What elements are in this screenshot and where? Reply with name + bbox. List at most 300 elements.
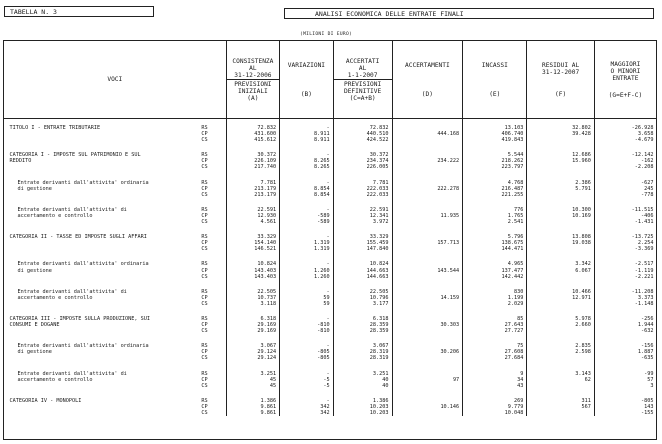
- cell-g-value: 3.373: [637, 294, 654, 301]
- cell-c: [333, 307, 392, 334]
- units-note: (MILIONI DI EURO): [300, 32, 353, 37]
- row-code-value: RS: [201, 206, 208, 213]
- cell-f: [527, 171, 594, 198]
- cell-g-value: 3: [650, 382, 654, 389]
- cell-e-value: 5.796: [507, 234, 524, 241]
- table-row: [4, 252, 657, 279]
- cell-e-value: 2.029: [507, 300, 524, 307]
- cell-b: [280, 143, 334, 170]
- cell-c-value: 3.972: [372, 219, 389, 226]
- cell-d: [392, 362, 463, 389]
- cell-c-value: 144.663: [366, 267, 389, 274]
- cell-c-value: 10.203: [369, 403, 389, 410]
- cell-f-value: 12.686: [572, 152, 591, 159]
- cell-c-value: 12.341: [369, 212, 389, 219]
- cell-d: [392, 198, 463, 225]
- cell-b: [280, 252, 334, 279]
- col-a-line1: CONSISTENZA: [232, 57, 274, 65]
- cell-a-value: 9.861: [260, 403, 277, 410]
- cell-e-value: 221.255: [501, 191, 524, 198]
- col-a-letter: (A): [247, 94, 259, 102]
- cell-c-value: 28.359: [369, 322, 389, 329]
- cell-a: [226, 307, 280, 334]
- cell-c-value: 155.459: [366, 240, 389, 247]
- cell-a-value: 213.179: [254, 191, 277, 198]
- cell-f-value: [527, 410, 590, 416]
- cell-g-value: -162: [641, 158, 654, 165]
- col-c-line3: 1-1-2007: [347, 71, 378, 79]
- cell-f-value: 3.143: [575, 370, 591, 377]
- cell-e-value: 27.643: [504, 322, 524, 329]
- voce-line: di gestione: [17, 185, 52, 192]
- cell-b-value: -: [326, 370, 330, 377]
- cell-g-value: -99: [644, 370, 654, 377]
- cell-e-value: 144.471: [501, 246, 524, 253]
- voce-line: accertamento e controllo: [17, 294, 93, 301]
- cell-c-value: 10.203: [369, 410, 389, 416]
- cell-c: [333, 119, 392, 144]
- cell-a: [226, 143, 280, 170]
- col-consistenza: [226, 41, 280, 119]
- cell-g-value: -1.148: [634, 300, 654, 307]
- row-code-value: RS: [201, 125, 208, 131]
- cell-a-value: 22.591: [257, 206, 277, 213]
- col-g-line3: ENTRATE: [612, 74, 639, 82]
- cell-g-value: 3.658: [637, 131, 654, 138]
- cell-e-value: 9.779: [507, 403, 524, 410]
- col-c-line2: AL: [358, 64, 367, 72]
- voce-line: Entrate derivanti dall'attivita' di: [17, 370, 127, 377]
- cell-f-value: 567: [581, 403, 591, 410]
- cell-b-value: -5: [323, 376, 330, 383]
- cell-b-value: -: [326, 234, 330, 241]
- row-code-value: CP: [201, 322, 208, 329]
- cell-e: [463, 225, 527, 252]
- cell-b-value: 8.911: [314, 137, 330, 144]
- cell-c-value: 144.663: [366, 273, 389, 280]
- row-code-value: RS: [201, 315, 208, 322]
- cell-g-value: -1.119: [634, 267, 654, 274]
- cell-c-value: 440.510: [366, 131, 389, 138]
- cell-a-value: 29.169: [257, 322, 277, 329]
- cell-b-value: 8.265: [314, 158, 330, 165]
- row-code-value: CP: [201, 267, 208, 274]
- cell-b: [280, 389, 334, 416]
- cell-f-value: 19.038: [572, 240, 591, 247]
- cell-b-value: -5: [323, 382, 330, 389]
- cell-g-value: -156: [641, 343, 654, 350]
- cell-a-value: 45: [269, 376, 277, 383]
- cell-b: [280, 119, 334, 144]
- cell-b: [280, 362, 334, 389]
- cell-f-value: 2.835: [575, 343, 591, 350]
- cell-f-value: 32.802: [572, 125, 591, 131]
- row-code-value: CS: [201, 328, 208, 335]
- table-body: [4, 119, 657, 417]
- cell-e-value: 85: [517, 315, 524, 322]
- cell-e: [463, 307, 527, 334]
- cell-f-value: 2.386: [575, 179, 591, 186]
- row-voce: [4, 171, 200, 198]
- cell-c-value: 226.005: [366, 164, 389, 171]
- cell-g-value: 2.254: [637, 240, 654, 247]
- cell-a-value: 10.737: [257, 294, 277, 301]
- row-code-value: RS: [201, 288, 208, 295]
- cell-b: [280, 171, 334, 198]
- cell-g-value: -632: [641, 328, 654, 335]
- cell-a: [226, 119, 280, 144]
- cell-e-value: 4.768: [507, 179, 524, 186]
- row-code: [199, 389, 226, 416]
- cell-c-value: 6.318: [372, 315, 389, 322]
- cell-a-value: 30.372: [257, 152, 277, 159]
- cell-d: [392, 389, 463, 416]
- cell-b-value: -: [326, 179, 330, 186]
- col-voci-label: VOCI: [107, 76, 123, 83]
- cell-e: [463, 119, 527, 144]
- voce-line: Entrate derivanti dall'attivita' ordinaria: [17, 343, 149, 350]
- cell-c-value: 10.796: [369, 294, 389, 301]
- cell-g-value: 1.887: [637, 349, 654, 356]
- cell-d-value: 10.146: [440, 403, 460, 410]
- row-code-value: CS: [201, 300, 208, 307]
- cell-a: [226, 198, 280, 225]
- cell-e: [463, 171, 527, 198]
- cell-d: [392, 143, 463, 170]
- cell-e: [463, 389, 527, 416]
- cell-d: [392, 280, 463, 307]
- table-row: [4, 119, 657, 144]
- row-code-value: CP: [201, 240, 208, 247]
- cell-b-value: -: [326, 397, 330, 404]
- cell-a-value: 6.318: [260, 315, 277, 322]
- cell-b: [280, 198, 334, 225]
- cell-d-value: 14.159: [440, 294, 460, 301]
- cell-c-value: 28.319: [369, 349, 389, 356]
- cell-f-value: 5.791: [575, 185, 591, 192]
- row-code: [199, 225, 226, 252]
- col-accertamenti: [392, 41, 463, 119]
- cell-c-value: 28.359: [369, 328, 389, 335]
- cell-g: [594, 280, 656, 307]
- cell-c-value: 33.329: [369, 234, 389, 241]
- cell-c-value: 40: [382, 382, 389, 389]
- cell-g-value: -805: [641, 397, 654, 404]
- cell-e: [463, 143, 527, 170]
- cell-e-value: 10.048: [504, 410, 524, 416]
- cell-a: [226, 225, 280, 252]
- cell-g-value: -406: [641, 212, 654, 219]
- cell-e-value: 830: [514, 288, 524, 295]
- cell-e-value: 269: [514, 397, 524, 404]
- cell-g-value: -627: [641, 179, 654, 186]
- cell-e: [463, 280, 527, 307]
- cell-e-value: 776: [514, 206, 524, 213]
- col-incassi: [463, 41, 527, 119]
- cell-f: [527, 198, 594, 225]
- col-residui: [527, 41, 594, 119]
- cell-f-value: 10.169: [572, 212, 591, 219]
- cell-b-value: 8.854: [314, 185, 330, 192]
- cell-a-value: 29.169: [257, 328, 277, 335]
- col-a-line2: AL: [249, 64, 257, 72]
- row-voce: [4, 119, 200, 144]
- cell-d-value: 143.544: [437, 267, 460, 274]
- row-code-value: CS: [201, 246, 208, 253]
- table-row: [4, 362, 657, 389]
- row-code-value: CP: [201, 212, 208, 219]
- cell-b-value: -: [326, 343, 330, 350]
- cell-b-value: 59: [323, 300, 330, 307]
- row-code: [199, 280, 226, 307]
- cell-f: [527, 389, 594, 416]
- voce-line: di gestione: [17, 267, 52, 274]
- cell-a: [226, 280, 280, 307]
- row-voce: [4, 225, 200, 252]
- row-code: [199, 198, 226, 225]
- cell-c-value: 222.033: [366, 191, 389, 198]
- row-code-value: CP: [201, 158, 208, 165]
- cell-b-value: 8.265: [314, 164, 330, 171]
- col-f-line2: 31-12-2007: [541, 68, 580, 76]
- col-a-line3: 31-12-2006: [234, 71, 272, 79]
- voce-line: Entrate derivanti dall'attivita' di: [17, 206, 127, 213]
- col-f-line1: RESIDUI AL: [541, 61, 580, 69]
- voce-line: di gestione: [17, 349, 52, 356]
- cell-e: [463, 252, 527, 279]
- col-f-letter: (F): [555, 90, 567, 98]
- voce-line: CONSUMI E DOGANE: [9, 322, 60, 329]
- cell-c-value: 3.177: [372, 300, 389, 307]
- col-a-sub1: PREVISIONI: [227, 79, 280, 88]
- cell-e: [463, 362, 527, 389]
- row-code-value: RS: [201, 397, 208, 404]
- cell-b-value: -805: [317, 349, 330, 356]
- cell-g-value: -2.221: [634, 273, 654, 280]
- cell-a-value: 3.067: [260, 343, 277, 350]
- cell-a-value: 29.124: [257, 355, 277, 362]
- cell-f: [527, 252, 594, 279]
- col-c-sub1: PREVISIONI: [334, 79, 392, 88]
- cell-c: [333, 334, 392, 361]
- cell-e-value: 216.487: [501, 185, 524, 192]
- cell-a-value: 217.740: [254, 164, 277, 171]
- col-c-line1: ACCERTATI: [345, 57, 380, 65]
- cell-c-value: 147.840: [366, 246, 389, 253]
- cell-f-value: 10.466: [572, 288, 591, 295]
- cell-g-value: -4.679: [634, 137, 654, 144]
- cell-c: [333, 225, 392, 252]
- cell-a-value: 146.521: [254, 246, 277, 253]
- cell-b-value: -810: [317, 322, 330, 329]
- row-code-value: CP: [201, 131, 208, 138]
- cell-a-value: 10.824: [257, 261, 277, 268]
- cell-a-value: 33.329: [257, 234, 277, 241]
- cell-c: [333, 198, 392, 225]
- cell-e-value: 2.541: [507, 219, 524, 226]
- voce-line: Entrate derivanti dall'attivita' ordinaria: [17, 179, 149, 186]
- cell-e-value: 34: [517, 376, 524, 383]
- cell-e-value: 1.765: [507, 212, 524, 219]
- cell-g-value: -778: [641, 191, 654, 198]
- cell-a-value: 431.600: [254, 131, 277, 138]
- cell-g-value: -11.515: [631, 206, 654, 213]
- cell-c-value: 22.591: [369, 206, 389, 213]
- cell-a-value: 4.561: [260, 219, 277, 226]
- cell-d: [392, 307, 463, 334]
- cell-a-value: 22.505: [257, 288, 277, 295]
- cell-c-value: 72.832: [369, 125, 389, 131]
- cell-e-value: 27.608: [504, 349, 524, 356]
- cell-a-value: 1.386: [260, 397, 277, 404]
- row-voce: [4, 252, 200, 279]
- cell-b-value: 1.319: [314, 246, 330, 253]
- cell-e-value: 75: [517, 343, 524, 350]
- cell-b-value: -: [326, 125, 330, 131]
- table-row: [4, 280, 657, 307]
- cell-e-value: 5.544: [507, 152, 524, 159]
- cell-g-value: -1.431: [634, 219, 654, 226]
- cell-c: [333, 389, 392, 416]
- cell-a-value: 3.118: [260, 300, 277, 307]
- cell-c-value: 28.319: [369, 355, 389, 362]
- cell-e: [463, 198, 527, 225]
- voce-line: CATEGORIA II - TASSE ED IMPOSTE SUGLI AFFARI: [9, 234, 147, 241]
- col-variazioni: [280, 41, 334, 119]
- cell-b-value: 8.854: [314, 191, 330, 198]
- cell-c-value: 3.067: [372, 343, 389, 350]
- cell-e-value: 419.843: [501, 137, 524, 144]
- cell-g: [594, 198, 656, 225]
- table-row: [4, 143, 657, 170]
- row-voce: [4, 389, 200, 416]
- cell-e-value: 142.442: [501, 273, 524, 280]
- cell-a-value: 45: [269, 382, 277, 389]
- cell-b: [280, 307, 334, 334]
- cell-f-value: 2.598: [575, 349, 591, 356]
- row-code: [199, 334, 226, 361]
- row-code-value: CP: [201, 376, 208, 383]
- cell-a: [226, 252, 280, 279]
- cell-c-value: 10.824: [369, 261, 389, 268]
- cell-g-value: -256: [641, 315, 654, 322]
- cell-c-value: 3.251: [372, 370, 389, 377]
- cell-g-value: 245: [644, 185, 654, 192]
- cell-e-value: 138.675: [501, 240, 524, 247]
- row-code-value: RS: [201, 234, 208, 241]
- cell-a-value: 415.612: [254, 137, 277, 144]
- cell-g-value: -13.725: [631, 234, 654, 241]
- row-code-value: CP: [201, 185, 208, 192]
- cell-b-value: 59: [323, 294, 330, 301]
- col-maggiori: [594, 41, 656, 119]
- row-code-value: CS: [201, 355, 208, 362]
- cell-d-value: 234.222: [437, 158, 460, 165]
- cell-f-value: 39.428: [572, 131, 591, 138]
- cell-c-value: 30.372: [369, 152, 389, 159]
- cell-c-value: 1.386: [372, 397, 389, 404]
- col-c-sub2: DEFINITIVE: [343, 87, 382, 95]
- cell-a: [226, 171, 280, 198]
- voce-line: TITOLO I - ENTRATE TRIBUTARIE: [9, 125, 101, 131]
- row-voce: [4, 362, 200, 389]
- cell-d: [392, 171, 463, 198]
- cell-c: [333, 280, 392, 307]
- cell-e-value: 9: [520, 370, 524, 377]
- cell-f-value: 311: [581, 397, 591, 404]
- cell-e-value: 137.477: [501, 267, 524, 274]
- cell-f: [527, 143, 594, 170]
- cell-c: [333, 171, 392, 198]
- row-code-value: CP: [201, 403, 208, 410]
- table-row: [4, 198, 657, 225]
- row-code-value: RS: [201, 343, 208, 350]
- cell-g-value: 57: [647, 376, 654, 383]
- cell-f-value: 10.300: [572, 206, 591, 213]
- cell-b: [280, 225, 334, 252]
- cell-g: [594, 225, 656, 252]
- cell-g: [594, 252, 656, 279]
- cell-g-value: -155: [641, 410, 654, 416]
- row-code: [199, 143, 226, 170]
- cell-e-value: 223.797: [501, 164, 524, 171]
- row-code-value: CS: [201, 191, 208, 198]
- row-code-value: RS: [201, 152, 208, 159]
- row-voce: [4, 143, 200, 170]
- row-code-value: CS: [201, 137, 208, 144]
- voce-line: accertamento e controllo: [17, 212, 93, 219]
- table-row: [4, 307, 657, 334]
- cell-a-value: 143.403: [254, 273, 277, 280]
- cell-a: [226, 334, 280, 361]
- cell-b-value: -: [326, 288, 330, 295]
- cell-f-value: 12.971: [572, 294, 591, 301]
- row-code-value: RS: [201, 179, 208, 186]
- cell-a-value: 29.124: [257, 349, 277, 356]
- cell-e-value: 218.262: [501, 158, 524, 165]
- cell-b-value: 342: [320, 403, 330, 410]
- row-code-value: CS: [201, 219, 208, 226]
- cell-d-value: 157.713: [437, 240, 460, 247]
- cell-f-value: 2.660: [575, 322, 591, 329]
- cell-a-value: 154.140: [254, 240, 277, 247]
- cell-b-value: 1.260: [314, 267, 330, 274]
- row-voce: [4, 198, 200, 225]
- cell-g-value: -635: [641, 355, 654, 362]
- cell-a: [226, 362, 280, 389]
- cell-a-value: 143.403: [254, 267, 277, 274]
- cell-g: [594, 362, 656, 389]
- cell-a-value: 9.861: [260, 410, 277, 416]
- cell-d: [392, 119, 463, 144]
- row-voce: [4, 307, 200, 334]
- cell-f-value: 62: [584, 376, 591, 383]
- cell-b-value: -589: [317, 212, 330, 219]
- cell-f: [527, 307, 594, 334]
- cell-g-value: -2.517: [634, 261, 654, 268]
- cell-b-value: 1.260: [314, 273, 330, 280]
- cell-b-value: -: [326, 206, 330, 213]
- cell-c: [333, 252, 392, 279]
- cell-f: [527, 280, 594, 307]
- cell-b: [280, 334, 334, 361]
- cell-a-value: 72.832: [257, 125, 277, 131]
- cell-g-value: 143: [644, 403, 654, 410]
- entrate-table: [3, 40, 657, 416]
- cell-b-value: -: [326, 261, 330, 268]
- table-row: [4, 334, 657, 361]
- cell-c-value: 222.033: [366, 185, 389, 192]
